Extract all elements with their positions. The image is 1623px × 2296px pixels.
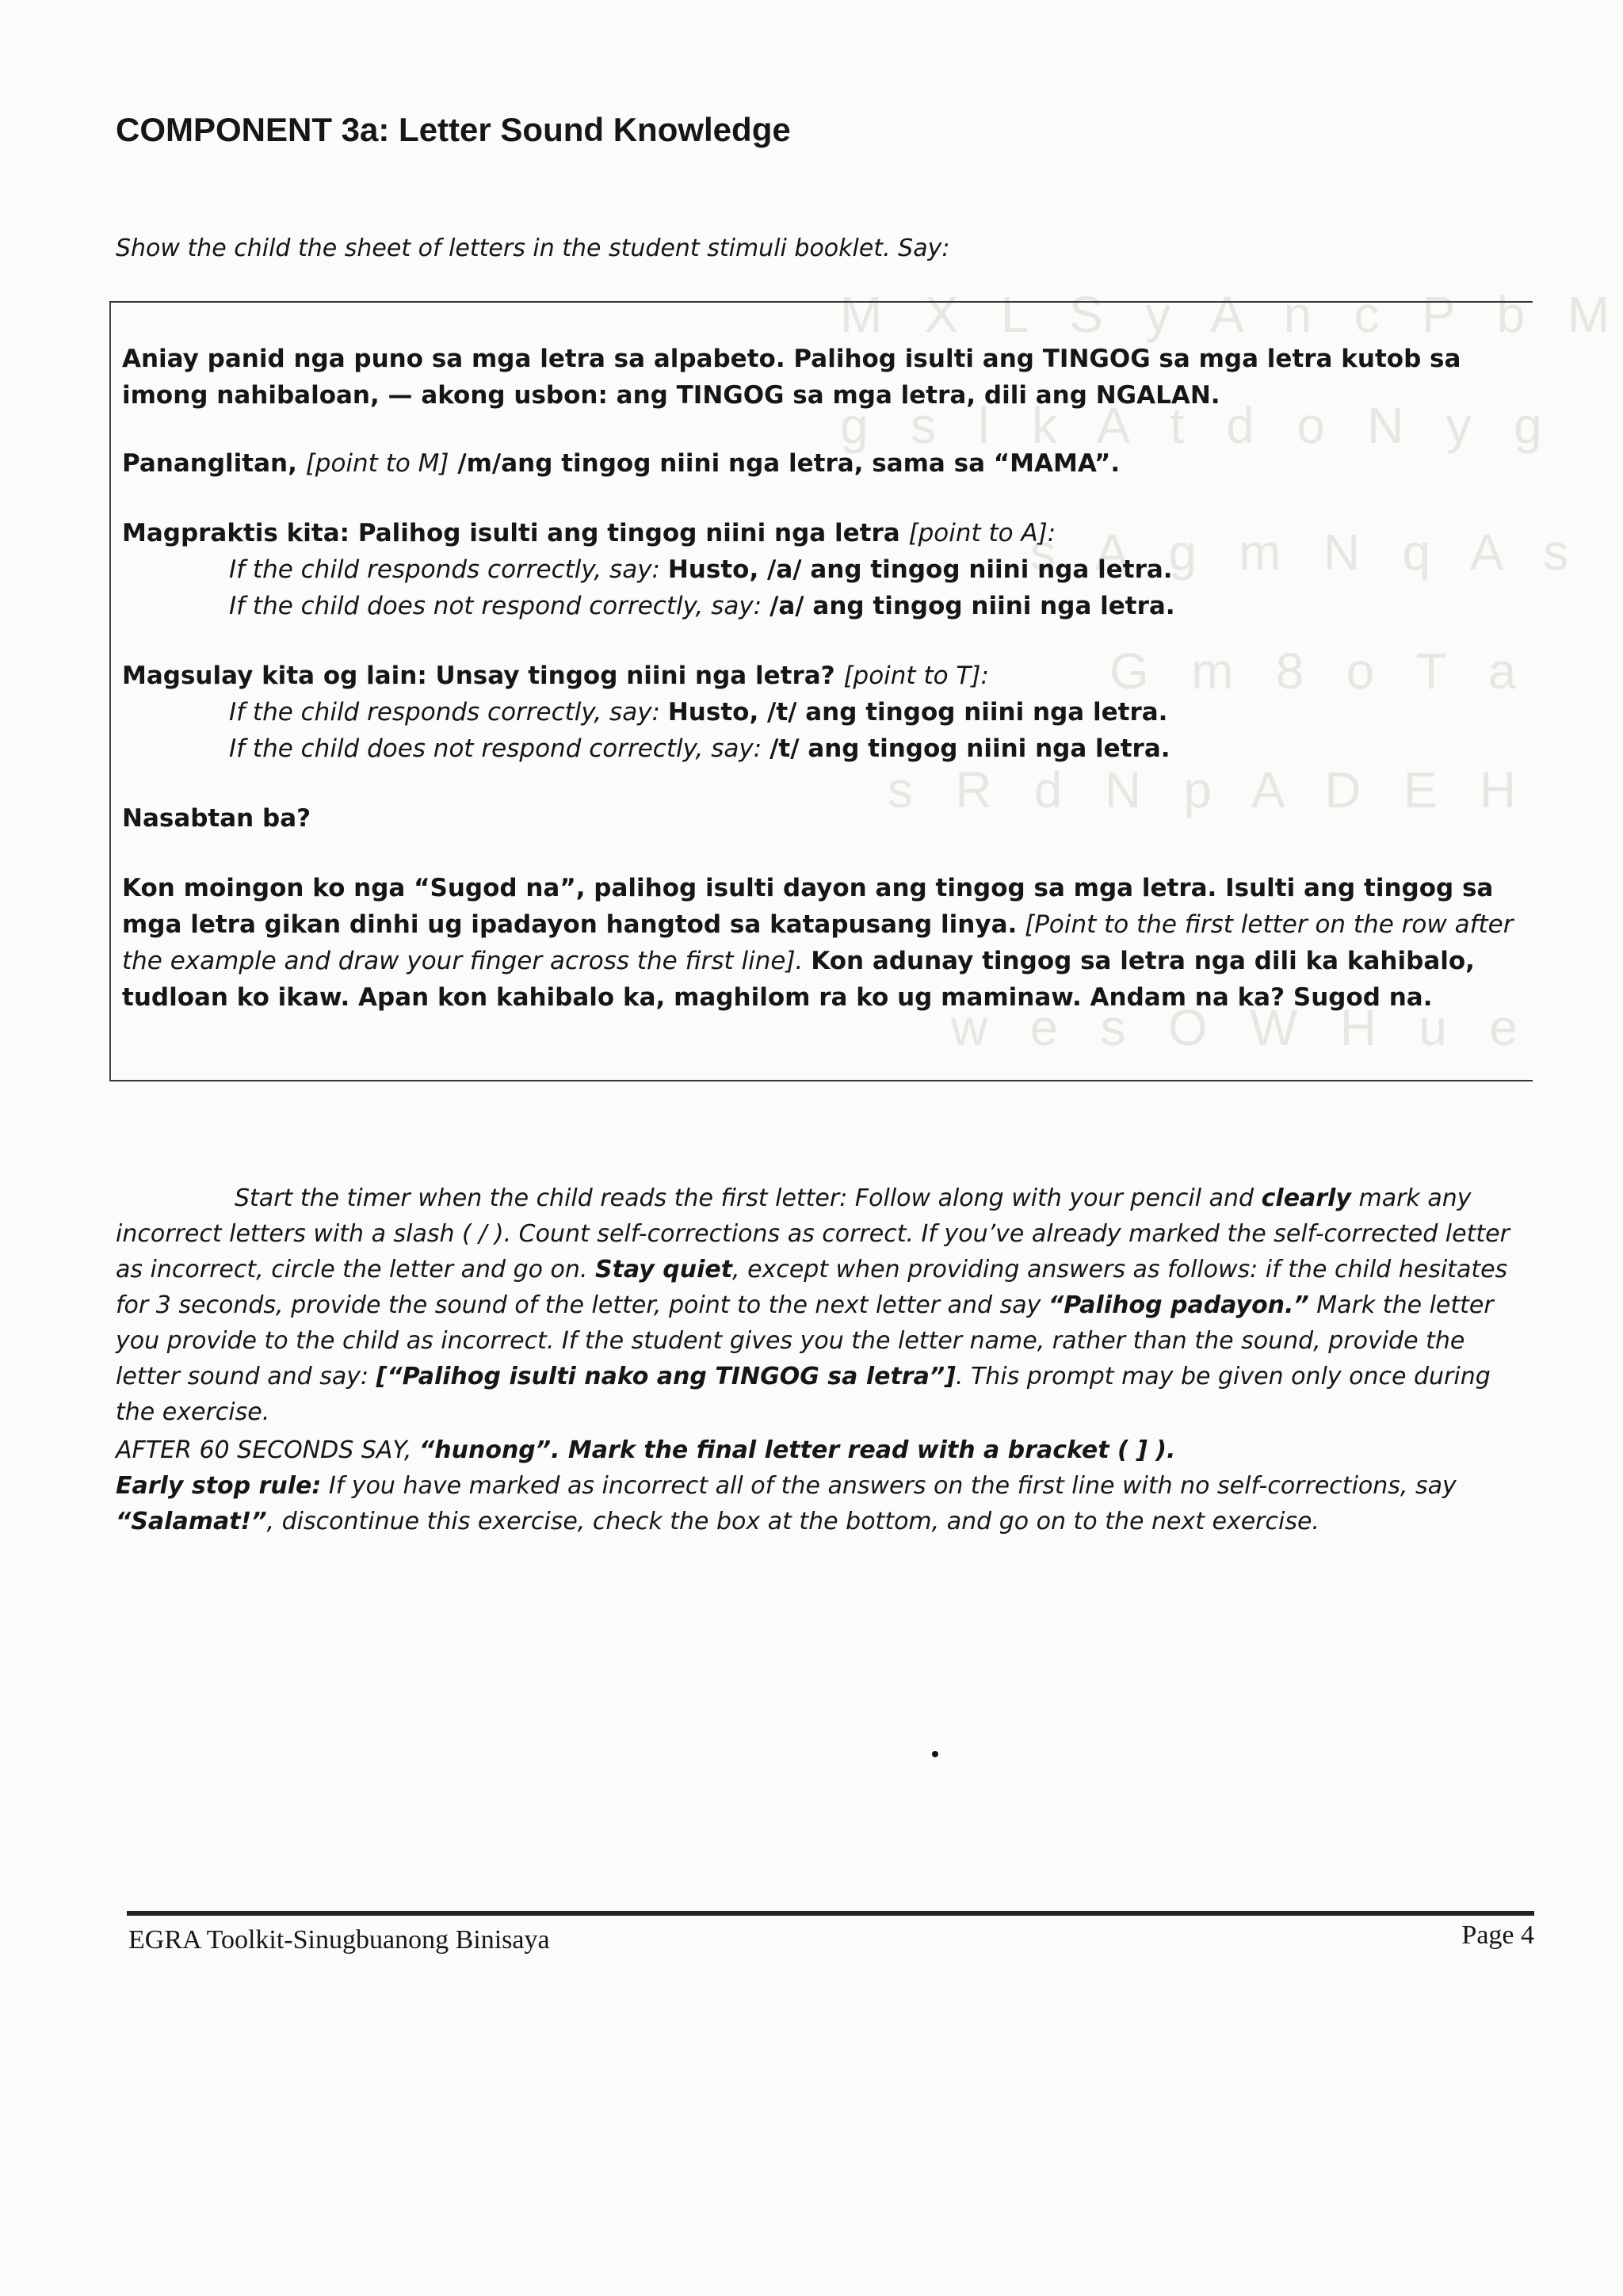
- incorrect-cue: If the child does not respond correctly, say:: [229, 734, 762, 763]
- example-lead: Pananglitan,: [122, 449, 297, 478]
- practice-note: [point to A]:: [908, 519, 1056, 547]
- after-bold: “hunong”. Mark the final letter read with a bracket ( ] ).: [418, 1436, 1176, 1464]
- instr-bold: Stay quiet: [594, 1256, 733, 1283]
- assessor-instructions: [116, 1180, 1526, 1430]
- start-text-a: Kon moingon ko nga “Sugod na”, palihog isulti dayon ang tingog sa mga letra. Isulti ang tingog sa mga letra gikan dinhi ug ipadayon hangtod sa katapusang linya.: [122, 874, 1494, 939]
- correct-say: Husto, /t/ ang tingog niini nga letra.: [667, 698, 1168, 727]
- instr-text: Start the timer when the child reads the first letter: Follow along with your pencil and: [235, 1184, 1254, 1212]
- correct-response-line: [122, 551, 1522, 588]
- bleed-line: G m 8 o T a: [1109, 643, 1517, 700]
- incorrect-response-line: [122, 588, 1522, 624]
- correct-cue: If the child responds correctly, say:: [229, 555, 660, 584]
- bleed-line: s R d N p A D E H: [888, 761, 1517, 818]
- instr-bold: [“Palihog isulti nako ang TINGOG sa letra”]: [376, 1363, 956, 1390]
- example-rest: /m/ang tingog niini nga letra, sama sa “MAMA”.: [457, 449, 1121, 478]
- script-paragraph: Aniay panid nga puno sa mga letra sa alpabeto. Palihog isulti ang TINGOG sa mga letra kutob sa imong nahibaloan, — akong usbon: ang TINGOG sa mga letra, dili ang NGALAN.: [122, 345, 1461, 410]
- incorrect-cue: If the child does not respond correctly, say:: [229, 592, 762, 620]
- rule-end: , discontinue this exercise, check the box at the bottom, and go on to the next exercise.: [266, 1508, 1319, 1535]
- instr-bold: “Palihog padayon.”: [1048, 1291, 1309, 1319]
- incorrect-say: /t/ ang tingog niini nga letra.: [769, 734, 1170, 763]
- scan-speck: [932, 1751, 938, 1757]
- correct-say: Husto, /a/ ang tingog niini nga letra.: [667, 555, 1173, 584]
- instr-text: mark any incorrect letters with a slash ( / ). Count self-corrections as correct. If you’ve already marked the self-corrected letter as incorrect, circle the letter and go on.: [116, 1184, 1510, 1283]
- incorrect-response-line: [122, 730, 1522, 767]
- rule-bold: “Salamat!”: [116, 1508, 267, 1535]
- rule-label: Early stop rule:: [116, 1472, 322, 1500]
- understand-check: Nasabtan ba?: [122, 804, 311, 833]
- instr-text: Mark the letter you provide to the child as incorrect. If the student gives you the letter name, rather than the sound, provide the letter sound and say:: [116, 1291, 1494, 1390]
- instr-text: . This prompt may be given only once during the exercise.: [116, 1363, 1491, 1426]
- start-text-b: Kon adunay tingog sa letra nga dili ka kahibalo, tudloan ko ikaw. Apan kon kahibalo ka, maghilom ra ko ug maminaw. Andam na ka? Sugod na.: [122, 947, 1475, 1012]
- example-note: [point to M]: [305, 449, 449, 478]
- bleed-line: g s l k A t d o N y g: [840, 397, 1542, 454]
- bleed-line: M X L S y A n c P b M: [840, 286, 1610, 343]
- instr-text: , except when providing answers as follows: if the child hesitates for 3 seconds, provide the sound of the letter, point to the next letter and say: [116, 1256, 1508, 1319]
- correct-response-line: [122, 694, 1522, 730]
- practice-block-1: [122, 515, 1522, 624]
- early-stop-rule: [116, 1468, 1526, 1539]
- footer-title: EGRA Toolkit-Sinugbuanong Binisaya: [128, 1925, 550, 1955]
- after-lead: AFTER 60 SECONDS SAY,: [116, 1436, 412, 1464]
- practice-block-2: [122, 658, 1522, 767]
- bleed-line: w e s O W H u e: [951, 999, 1518, 1056]
- start-instructions: [122, 870, 1522, 1016]
- page-title: COMPONENT 3a: Letter Sound Knowledge: [116, 111, 791, 148]
- example-line: [122, 445, 1522, 482]
- rule-text: If you have marked as incorrect all of the answers on the first line with no self-corrections, say: [328, 1472, 1457, 1500]
- incorrect-say: /a/ ang tingog niini nga letra.: [769, 592, 1175, 620]
- page-number: Page 4: [1461, 1920, 1534, 1950]
- practice-lead: Magsulay kita og lain: Unsay tingog niini nga letra?: [122, 662, 835, 690]
- stop-rules: [116, 1432, 1526, 1539]
- after-60-line: [116, 1432, 1526, 1468]
- practice-prompt: [122, 658, 1522, 694]
- practice-note: [point to T]:: [843, 662, 989, 690]
- intro-instruction: Show the child the sheet of letters in the student stimuli booklet. Say:: [116, 235, 950, 262]
- bleed-line: s A g m N q A s: [1030, 524, 1569, 581]
- correct-cue: If the child responds correctly, say:: [229, 698, 660, 727]
- instr-bold: clearly: [1261, 1184, 1351, 1212]
- script-box: [109, 301, 1533, 1081]
- footer-rule: [127, 1911, 1534, 1916]
- practice-lead: Magpraktis kita: Palihog isulti ang tingog niini nga letra: [122, 519, 900, 547]
- start-note: [Point to the first letter on the row after the example and draw your finger across the first line].: [122, 910, 1514, 975]
- practice-prompt: [122, 515, 1522, 551]
